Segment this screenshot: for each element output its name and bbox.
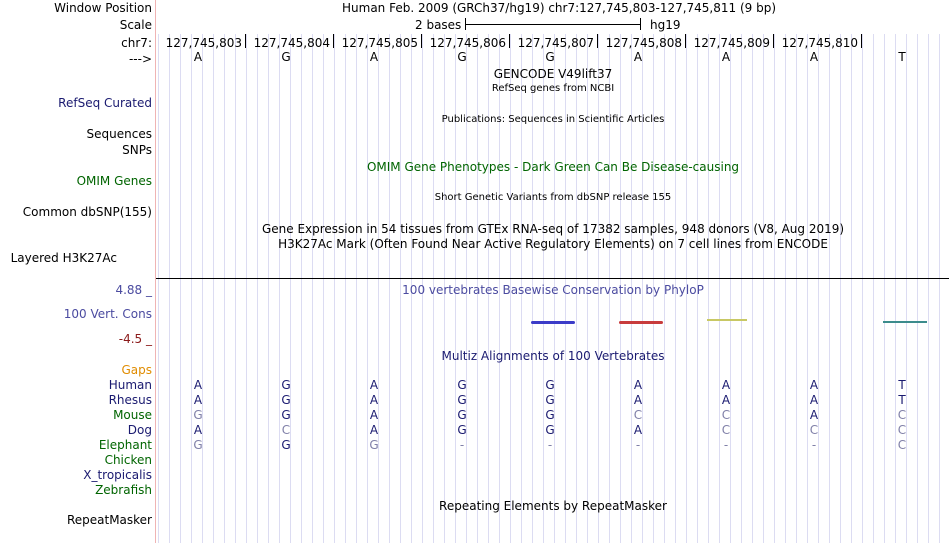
alignment-base: -	[811, 438, 817, 452]
alignment-base: G	[193, 438, 203, 452]
alignment-base: G	[545, 393, 555, 407]
window-position-value: Human Feb. 2009 (GRCh37/hg19) chr7:127,745,803-127,745,811 (9 bp)	[342, 1, 777, 15]
alignment-base: G	[369, 438, 379, 452]
omim-track-title[interactable]: OMIM Gene Phenotypes - Dark Green Can Be Disease-causing	[366, 160, 740, 174]
alignment-base: A	[369, 393, 379, 407]
position-label: 127,745,805	[341, 36, 418, 50]
alignment-base: G	[457, 378, 467, 392]
scale-bar-right-end	[640, 18, 641, 30]
species-label[interactable]: Human	[108, 378, 152, 392]
scale-label: Scale	[119, 18, 152, 32]
alignment-base: G	[457, 408, 467, 422]
track-divider	[156, 278, 949, 279]
alignment-base: C	[897, 423, 907, 437]
h3k27ac-track-label[interactable]: Layered H3K27Ac	[10, 251, 117, 265]
alignment-base: A	[633, 423, 643, 437]
refseq-track-label[interactable]: RefSeq Curated	[58, 96, 152, 110]
species-label[interactable]: Rhesus	[108, 393, 152, 407]
alignment-base: A	[193, 393, 203, 407]
base-letter: A	[633, 50, 643, 64]
position-label: 127,745,806	[429, 36, 506, 50]
publications-track-title[interactable]: Publications: Sequences in Scientific Articles	[441, 114, 665, 125]
position-label: 127,745,803	[165, 36, 242, 50]
multiz-track-title[interactable]: Multiz Alignments of 100 Vertebrates	[441, 349, 665, 363]
base-letter: G	[545, 50, 555, 64]
alignment-base: T	[898, 393, 906, 407]
position-label: 127,745,810	[781, 36, 858, 50]
conservation-min-value: -4.5 _	[118, 332, 152, 346]
species-label[interactable]: Chicken	[104, 453, 152, 467]
base-letter: G	[281, 50, 291, 64]
alignment-base: -	[723, 438, 729, 452]
dbsnp-track-title[interactable]: Short Genetic Variants from dbSNP release 155	[434, 192, 672, 203]
conservation-score-mark	[531, 321, 575, 324]
alignment-base: A	[193, 423, 203, 437]
repeatmasker-track-title[interactable]: Repeating Elements by RepeatMasker	[439, 499, 667, 513]
conservation-max-value: 4.88 _	[115, 283, 152, 297]
position-tick	[861, 34, 862, 48]
base-letter: A	[369, 50, 379, 64]
base-letter: A	[809, 50, 819, 64]
alignment-base: A	[721, 378, 731, 392]
alignment-base: C	[809, 423, 819, 437]
alignment-base: C	[721, 423, 731, 437]
alignment-base: A	[809, 378, 819, 392]
alignment-base: A	[721, 393, 731, 407]
alignment-base: A	[369, 408, 379, 422]
conservation-score-mark	[883, 321, 927, 323]
alignment-base: C	[633, 408, 643, 422]
alignment-base: A	[633, 393, 643, 407]
scale-bar	[465, 24, 640, 25]
dbsnp-track-label[interactable]: Common dbSNP(155)	[22, 205, 152, 219]
conservation-track-title[interactable]: 100 vertebrates Basewise Conservation by PhyloP	[402, 283, 704, 297]
conservation-track-label[interactable]: 100 Vert. Cons	[63, 307, 152, 321]
omim-track-label[interactable]: OMIM Genes	[76, 174, 152, 188]
gtex-track-title[interactable]: Gene Expression in 54 tissues from GTEx RNA-seq of 17382 samples, 948 donors (V8, Aug 2019)	[261, 222, 845, 236]
alignment-base: G	[281, 438, 291, 452]
alignment-base: G	[457, 423, 467, 437]
alignment-base: C	[897, 408, 907, 422]
conservation-score-mark	[619, 321, 663, 324]
alignment-base: C	[897, 438, 907, 452]
alignment-base: A	[809, 393, 819, 407]
chrom-label: chr7:	[121, 36, 152, 50]
species-label[interactable]: Dog	[127, 423, 152, 437]
alignment-base: G	[545, 408, 555, 422]
base-letter: A	[721, 50, 731, 64]
base-letter: T	[898, 50, 906, 64]
strand-label: --->	[128, 52, 152, 66]
alignment-base: A	[633, 378, 643, 392]
window-position-label: Window Position	[54, 1, 152, 15]
alignment-base: G	[281, 378, 291, 392]
alignment-base: G	[545, 378, 555, 392]
alignment-base: C	[721, 408, 731, 422]
alignment-base: G	[281, 393, 291, 407]
base-letter: A	[193, 50, 203, 64]
repeatmasker-track-label[interactable]: RepeatMasker	[66, 513, 152, 527]
snps-track-label[interactable]: SNPs	[122, 143, 152, 157]
alignment-base: G	[281, 408, 291, 422]
gencode-track-title[interactable]: GENCODE V49lift37	[493, 67, 613, 81]
alignment-base: A	[809, 408, 819, 422]
species-label[interactable]: X_tropicalis	[83, 468, 152, 482]
alignment-base: G	[193, 408, 203, 422]
alignment-base: -	[635, 438, 641, 452]
alignment-base: A	[193, 378, 203, 392]
alignment-base: -	[547, 438, 553, 452]
scale-value: 2 bases	[415, 18, 462, 32]
position-label: 127,745,804	[253, 36, 330, 50]
scale-assembly: hg19	[650, 18, 681, 32]
refseq-track-subtitle[interactable]: RefSeq genes from NCBI	[491, 83, 615, 94]
species-label[interactable]: Mouse	[113, 408, 152, 422]
alignment-base: G	[545, 423, 555, 437]
h3k27ac-track-title[interactable]: H3K27Ac Mark (Often Found Near Active Regulatory Elements) on 7 cell lines from ENCODE	[278, 237, 828, 251]
alignment-base: C	[281, 423, 291, 437]
species-label[interactable]: Elephant	[98, 438, 152, 452]
alignment-base: T	[898, 378, 906, 392]
alignment-base: G	[457, 393, 467, 407]
alignment-base: A	[369, 378, 379, 392]
position-label: 127,745,808	[605, 36, 682, 50]
alignment-base: A	[369, 423, 379, 437]
species-label[interactable]: Zebrafish	[95, 483, 152, 497]
position-label: 127,745,809	[693, 36, 770, 50]
gaps-label: Gaps	[121, 363, 152, 377]
alignment-base: -	[459, 438, 465, 452]
sequences-track-label[interactable]: Sequences	[86, 127, 152, 141]
base-letter: G	[457, 50, 467, 64]
conservation-score-mark	[707, 319, 747, 321]
position-label: 127,745,807	[517, 36, 594, 50]
